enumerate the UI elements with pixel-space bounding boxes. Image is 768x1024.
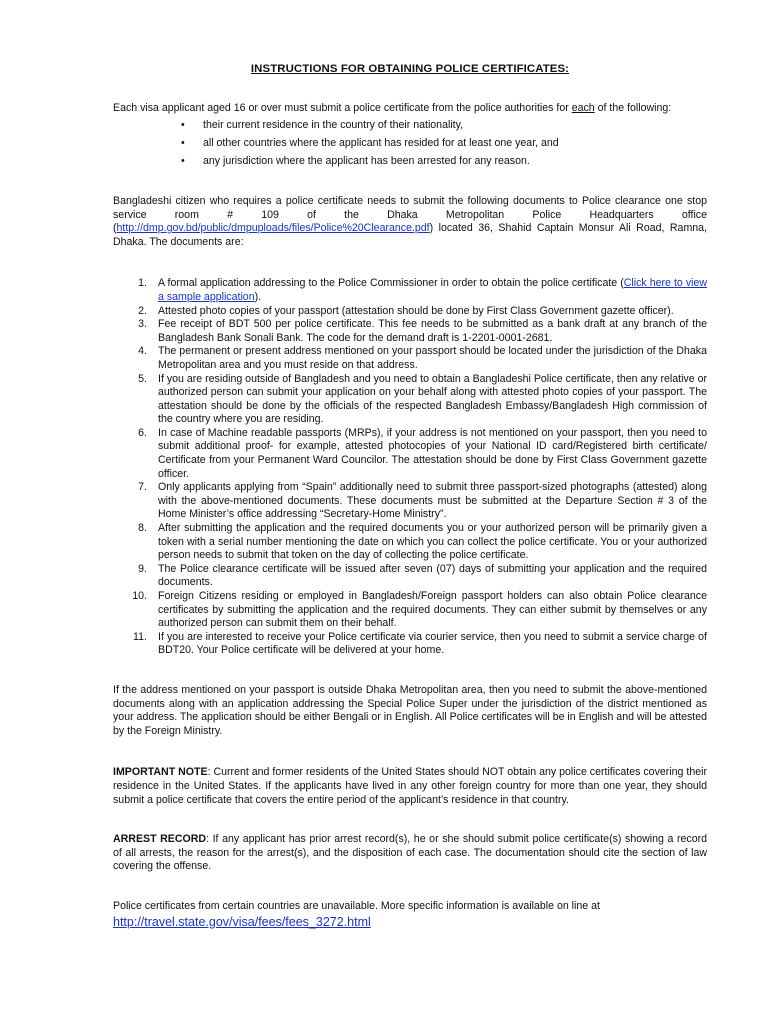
bullet-item	[113, 137, 707, 151]
document-page	[113, 63, 707, 930]
final-text: Police certificates from certain countries are unavailable. More specific information is available on line at	[113, 899, 600, 912]
item-text: The Police clearance certificate will be issued after seven (07) days of submitting your application and the required documents.	[158, 562, 707, 589]
item-number: 9.	[138, 562, 147, 575]
document-item	[113, 277, 707, 304]
bullet-icon: •	[181, 155, 185, 168]
intro-emphasis: each	[571, 101, 595, 114]
important-note-text: : Current and former residents of the United States should NOT obtain any police certificates covering their residence in the United States. If the applicants have lived in any other foreign country for more than one year, they should submit a police certificate that covers the entire period of the applicant’s residence in that country.	[113, 766, 707, 806]
item-text: Attested photo copies of your passport (attestation should be done by First Class Government gazette officer).	[158, 304, 674, 317]
important-note-label: IMPORTANT NOTE	[113, 766, 208, 779]
bullet-icon: •	[181, 137, 185, 150]
document-item	[113, 318, 707, 345]
item-number: 4.	[138, 345, 147, 358]
bullet-item	[113, 119, 707, 133]
item-text: The permanent or present address mentioned on your passport should be located under the jurisdiction of the Dhaka Metropolitan area and you must reside on that address.	[158, 345, 707, 371]
bullet-item	[113, 155, 707, 169]
item-number: 1.	[138, 277, 147, 290]
outside-dhaka-paragraph: If the address mentioned on your passport is outside Dhaka Metropolitan area, then you need to submit the above-mentioned documents along with an application addressing the Special Police Super under the jurisdiction of the district mentioned as your address. The application should be either Bengali or in English. All Police certificates will be in English and will be attested by the Foreign Ministry.	[113, 683, 707, 737]
document-item	[113, 305, 707, 319]
item-text: Fee receipt of BDT 500 per police certificate. This fee needs to be submitted as a bank draft at any branch of the Bangladesh Bank Sonali Bank. The code for the demand draft is 1-2201-0001-2681.	[158, 318, 707, 344]
item-number: 2.	[138, 304, 147, 317]
intro-paragraph	[113, 102, 707, 116]
arrest-record-label: ARREST RECORD	[113, 833, 207, 846]
document-item	[113, 427, 707, 481]
item-number: 6.	[138, 426, 147, 439]
arrest-record-paragraph	[113, 833, 707, 874]
document-item	[113, 481, 707, 522]
arrest-record-text: : If any applicant has prior arrest record(s), he or she should submit police certificate(s) showing a record of all arrests, the reason for the arrest(s), and the disposition of each case. The documentation should cite the section of law covering the offense.	[113, 833, 707, 873]
bullet-icon: •	[181, 119, 185, 132]
intro-text-after: of the following:	[594, 101, 672, 114]
document-item	[113, 590, 707, 631]
police-clearance-link[interactable]: http://dmp.gov.bd/public/dmpuploads/files/Police%20Clearance.pdf	[116, 222, 430, 235]
bullet-text: their current residence in the country of their nationality,	[203, 119, 464, 132]
documents-list	[113, 277, 707, 658]
item-text: A formal application addressing to the Police Commissioner in order to obtain the police certificate (	[158, 277, 624, 290]
document-item	[113, 631, 707, 658]
bullet-text: all other countries where the applicant has resided for at least one year, and	[203, 137, 559, 150]
item-text: Foreign Citizens residing or employed in Bangladesh/Foreign passport holders can also obtain Police clearance certificates by submitting the application and the required documents. They can either submit by themselves or any authorized person can submit them on their behalf.	[158, 590, 707, 630]
item-text: If you are residing outside of Bangladesh and you need to obtain a Bangladeshi Police certificate, then any relative or authorized person can submit your application on your behalf along with attested photo copies of your passport. The attestation should be done by the officials of the respected Bangladesh Embassy/Bangladesh High commission of the country where you are residing.	[158, 372, 707, 426]
item-text-after: ).	[254, 290, 262, 303]
bullet-text: any jurisdiction where the applicant has been arrested for any reason.	[203, 155, 530, 168]
bangladesh-paragraph	[113, 195, 707, 249]
bangladesh-text-before: Bangladeshi citizen who requires a police certificate needs to submit the following documents to Police clearance one stop service room # 109 of the Dhaka Metropolitan Police Headquarters office (	[113, 194, 707, 235]
item-number: 11.	[133, 630, 147, 643]
item-number: 3.	[138, 318, 147, 331]
travel-state-gov-link[interactable]: http://travel.state.gov/visa/fees/fees_3272.html	[113, 914, 371, 929]
item-number: 7.	[138, 481, 147, 494]
bangladesh-text-after: ) located 36, Shahid Captain Monsur Ali Road, Ramna, Dhaka. The documents are:	[113, 222, 707, 248]
document-item	[113, 345, 707, 372]
document-item	[113, 373, 707, 427]
sample-application-link[interactable]: Click here to view a sample application	[158, 277, 708, 303]
item-text: After submitting the application and the required documents you or your authorized person will be primarily given a token with a serial number mentioning the date on which you can collect the police certificate. You or your authorized person needs to submit that token on the day of collecting the police certificate.	[158, 522, 707, 562]
page-title: INSTRUCTIONS FOR OBTAINING POLICE CERTIFICATES:	[250, 63, 570, 75]
item-number: 10.	[132, 590, 147, 602]
item-text: In case of Machine readable passports (MRPs), if your address is not mentioned on your passport, then you need to submit additional proof- for example, attested photocopies of your National ID card/Registered birth certificate/ Certificate from your Permanent Ward Councilor. The attestation should be done by First Class Government gazette officer.	[158, 426, 707, 480]
document-item	[113, 522, 707, 563]
item-number: 5.	[138, 372, 147, 385]
item-number: 8.	[138, 522, 147, 535]
requirement-bullet-list	[113, 119, 707, 169]
important-note-paragraph	[113, 766, 707, 807]
document-item	[113, 563, 707, 590]
item-text: Only applicants applying from “Spain” additionally need to submit three passport-sized photographs (attested) along with the above-mentioned documents. These documents must be submitted at the Departure Section # 3 of the Home Minister’s office addressing “Secretary-Home Ministry”.	[158, 481, 707, 521]
item-text: If you are interested to receive your Police certificate via courier service, then you need to submit a service charge of BDT20. Your Police certificate will be delivered at your home.	[158, 630, 707, 657]
intro-text-before: Each visa applicant aged 16 or over must submit a police certificate from the police authorities for	[113, 101, 572, 114]
final-paragraph	[113, 900, 707, 930]
